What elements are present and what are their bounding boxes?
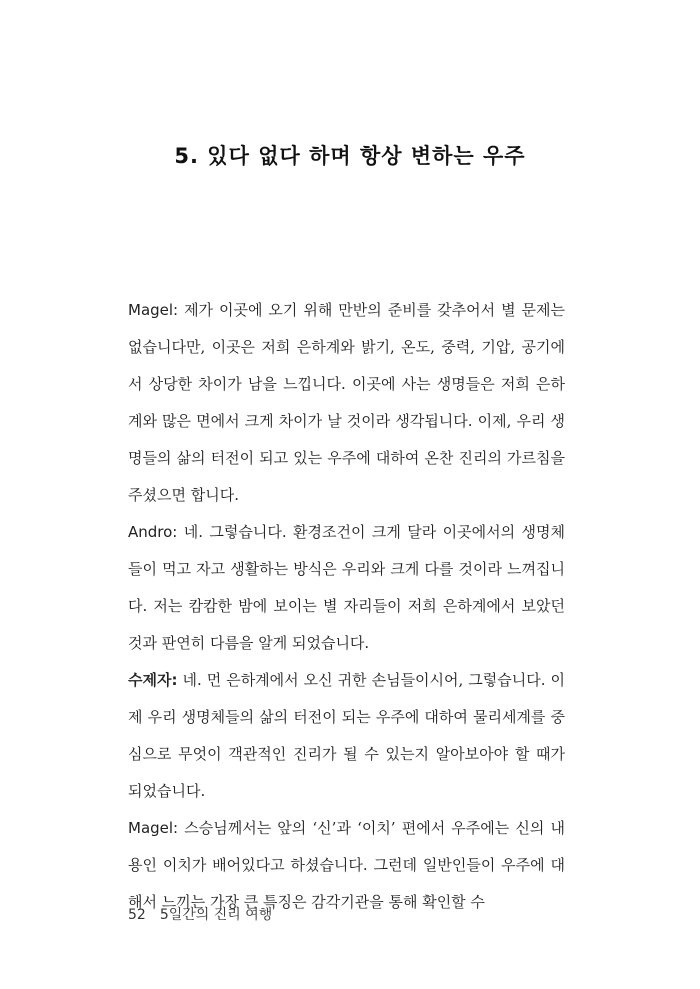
paragraph-text: 네. 그렇습니다. 환경조건이 크게 달라 이곳에서의 생명체들이 먹고 자고 생활하는 방식은 우리와 크게 다를 것이라 느껴집니다. 저는 캄캄한 밤에 보이는 별 자리들이 저희 은하계에서 보았던 것과 판연히 다름을 알게 되었습니다. (128, 523, 565, 652)
paragraph-text: 네. 먼 은하계에서 오신 귀한 손님들이시어, 그렇습니다. 이제 우리 생명체들의 삶의 터전이 되는 우주에 대하여 물리세계를 중심으로 무엇이 객관적인 진리가 될 수 있는지 알아보아야 할 때가 되었습니다. (128, 671, 565, 800)
speaker-label: Andro: (128, 523, 178, 541)
page-footer (128, 904, 272, 924)
paragraph-text: 스승님께서는 앞의 ‘신’과 ‘이치’ 편에서 우주에는 신의 내용인 이치가 배어있다고 하셨습니다. 그런데 일반인들이 우주에 대해서 느끼는 가장 큰 특징은 감각기관을 통해 확인할 수 (128, 819, 565, 911)
paragraph-1 (128, 292, 565, 514)
paragraph-2 (128, 514, 565, 662)
speaker-label: Magel: (128, 301, 179, 319)
page-title: 5. 있다 없다 하며 항상 변하는 우주 (174, 144, 526, 168)
speaker-label: Magel: (128, 819, 179, 837)
speaker-label: 수제자: (128, 671, 178, 689)
running-title: 5일간의 진리 여행 (159, 907, 273, 923)
paragraph-text: 제가 이곳에 오기 위해 만반의 준비를 갖추어서 별 문제는 없습니다만, 이곳은 저희 은하계와 밝기, 온도, 중력, 기압, 공기에서 상당한 차이가 남을 느낍니다. 이곳에 사는 생명들은 저희 은하계와 많은 면에서 크게 차이가 날 것이라 생각됩니다. 이제, 우리 생명들의 삶의 터전이 되고 있는 우주에 대하여 온찬 진리의 가르침을 주셨으면 합니다. (128, 301, 565, 504)
body-text (128, 292, 565, 921)
paragraph-3 (128, 662, 565, 810)
page-number: 52 (128, 907, 146, 923)
